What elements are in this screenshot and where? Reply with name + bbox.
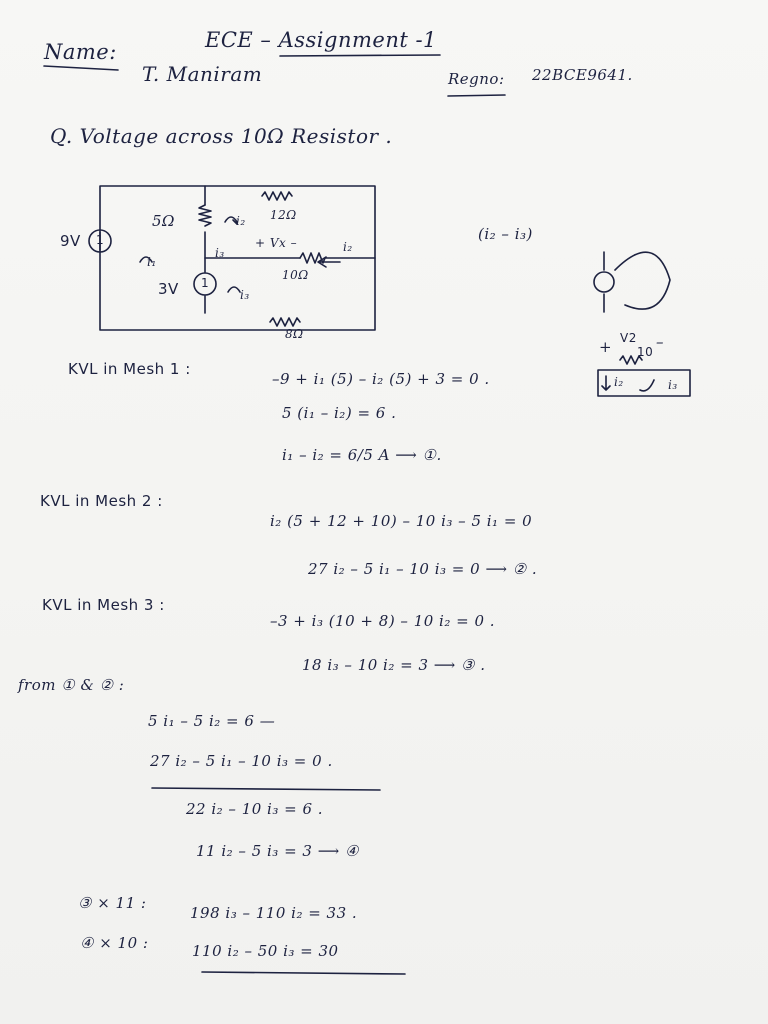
source2-mark: 1 [201, 276, 210, 290]
source2-label: 3V [158, 280, 179, 298]
mesh1-heading: KVL in Mesh 1 : [68, 360, 191, 378]
solve-line-3: 22 i₂ – 10 i₃ = 6 . [186, 800, 324, 818]
step1-equation: 198 i₃ – 110 i₂ = 33 . [190, 904, 358, 922]
mesh2-equation-1: i₂ (5 + 12 + 10) – 10 i₃ – 5 i₁ = 0 [270, 512, 533, 530]
regno-label: Regno: [448, 70, 505, 88]
question-text: Q. Voltage across 10Ω Resistor . [50, 124, 393, 148]
step2-label: ④ × 10 : [80, 934, 149, 952]
mesh1-equation-3: i₁ – i₂ = 6/5 A ⟶ ①. [282, 446, 442, 464]
mesh2-equation-2: 27 i₂ – 5 i₁ – 10 i₃ = 0 ⟶ ② . [308, 560, 538, 578]
side-i3: i₃ [668, 378, 678, 392]
mesh1-current: i₁ [147, 255, 157, 269]
branch-i3-label: i₃ [215, 246, 225, 260]
side-i2: i₂ [614, 375, 624, 389]
assignment-title: ECE – Assignment -1 [205, 28, 437, 52]
from-equations-heading: from ① & ② : [18, 676, 125, 694]
mesh2-heading: KVL in Mesh 2 : [40, 492, 163, 510]
branch-i2-label: i₂ [236, 214, 246, 228]
solve-line-4: 11 i₂ – 5 i₃ = 3 ⟶ ④ [196, 842, 359, 860]
solve-line-1: 5 i₁ – 5 i₂ = 6 — [148, 712, 276, 730]
resistor-8-label: 8Ω [285, 327, 304, 341]
step1-label: ③ × 11 : [78, 894, 147, 912]
resistor-5-label: 5Ω [152, 212, 175, 230]
resistor-10-label: 10Ω [282, 268, 309, 282]
mesh1-equation-2: 5 (i₁ – i₂) = 6 . [282, 404, 397, 422]
side-v2-label: V2 [620, 331, 637, 345]
source1-label: 9V [60, 232, 81, 250]
solve-line-2: 27 i₂ – 5 i₁ – 10 i₃ = 0 . [150, 752, 333, 770]
resistor-12-label: 12Ω [270, 208, 297, 222]
side-minus: – [656, 333, 664, 351]
name-label: Name: [44, 40, 117, 64]
mesh2-current: i₂ [343, 240, 353, 254]
mesh3-heading: KVL in Mesh 3 : [42, 596, 165, 614]
source1-mark: 1 [96, 233, 105, 247]
side-current-difference: (i₂ – i₃) [478, 225, 533, 243]
student-name: T. Maniram [142, 62, 263, 86]
vx-label: + Vx – [255, 236, 298, 250]
regno-value: 22BCE9641. [532, 66, 633, 84]
step2-equation: 110 i₂ – 50 i₃ = 30 [192, 942, 339, 960]
side-plus: + [599, 338, 613, 356]
mesh3-current: i₃ [240, 288, 250, 302]
side-ten-label: 10 [637, 345, 654, 359]
mesh1-equation-1: –9 + i₁ (5) – i₂ (5) + 3 = 0 . [272, 370, 490, 388]
mesh3-equation-2: 18 i₃ – 10 i₂ = 3 ⟶ ③ . [302, 656, 486, 674]
mesh3-equation-1: –3 + i₃ (10 + 8) – 10 i₂ = 0 . [270, 612, 496, 630]
